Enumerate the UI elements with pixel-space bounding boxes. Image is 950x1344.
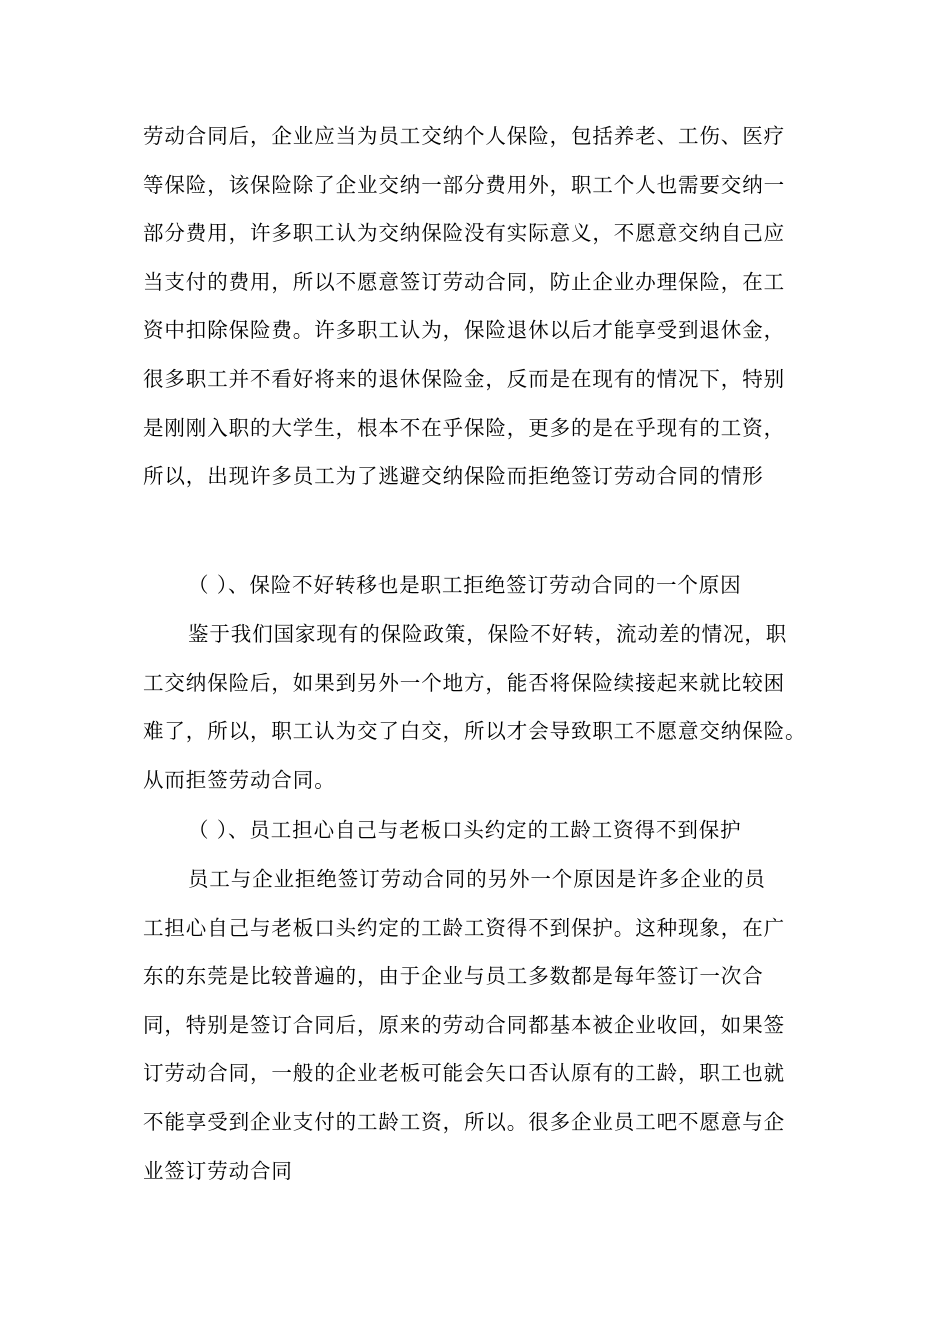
text-line: 业签订劳动合同 — [143, 1158, 293, 1183]
text-line: 部分费用，许多职工认为交纳保险没有实际意义，不愿意交纳自己应 — [143, 221, 785, 246]
paragraph-insurance-reluctance — [143, 112, 813, 501]
text-line: 不能享受到企业支付的工龄工资，所以。很多企业员工吧不愿意与企 — [143, 1109, 785, 1134]
text-line: 同，特别是签订合同后，原来的劳动合同都基本被企业收回，如果签 — [143, 1012, 785, 1037]
text-line: 所以，出现许多员工为了逃避交纳保险而拒绝签订劳动合同的情形 — [143, 464, 764, 489]
paragraph-seniority-wage — [143, 855, 813, 1195]
text-line: 订劳动合同，一般的企业老板可能会矢口否认原有的工龄，职工也就 — [143, 1061, 785, 1086]
text-line: 东的东莞是比较普遍的，由于企业与员工多数都是每年签订一次合 — [143, 964, 764, 989]
paragraph-insurance-transfer — [143, 610, 813, 804]
text-line: 等保险，该保险除了企业交纳一部分费用外，职工个人也需要交纳一 — [143, 172, 785, 197]
section-heading-seniority-wage — [143, 806, 813, 855]
text-line: 很多职工并不看好将来的退休保险金，反而是在现有的情况下，特别 — [143, 366, 785, 391]
text-line: 当支付的费用，所以不愿意签订劳动合同，防止企业办理保险，在工 — [143, 269, 785, 294]
text-line: 员工与企业拒绝签订劳动合同的另外一个原因是许多企业的员 — [188, 867, 766, 891]
heading-text: （ ）、保险不好转移也是职工拒绝签订劳动合同的一个原因 — [188, 573, 742, 597]
heading-text: （ ）、员工担心自己与老板口头约定的工龄工资得不到保护 — [188, 818, 742, 842]
text-line: 资中扣除保险费。许多职工认为，保险退休以后才能享受到退休金， — [143, 318, 785, 343]
text-line: 工交纳保险后，如果到另外一个地方，能否将保险续接起来就比较困 — [143, 670, 785, 695]
text-line: 工担心自己与老板口头约定的工龄工资得不到保护。这种现象，在广 — [143, 915, 785, 940]
section-heading-insurance-transfer — [143, 561, 813, 610]
text-line: 劳动合同后，企业应当为员工交纳个人保险，包括养老、工伤、医疗 — [143, 124, 785, 148]
text-line: 从而拒签劳动合同。 — [143, 767, 336, 792]
text-line: 是刚刚入职的大学生，根本不在乎保险，更多的是在乎现有的工资， — [143, 415, 785, 440]
text-line: 鉴于我们国家现有的保险政策，保险不好转，流动差的情况，职 — [188, 622, 788, 646]
text-line: 难了，所以，职工认为交了白交，所以才会导致职工不愿意交纳保险。 — [143, 719, 807, 744]
